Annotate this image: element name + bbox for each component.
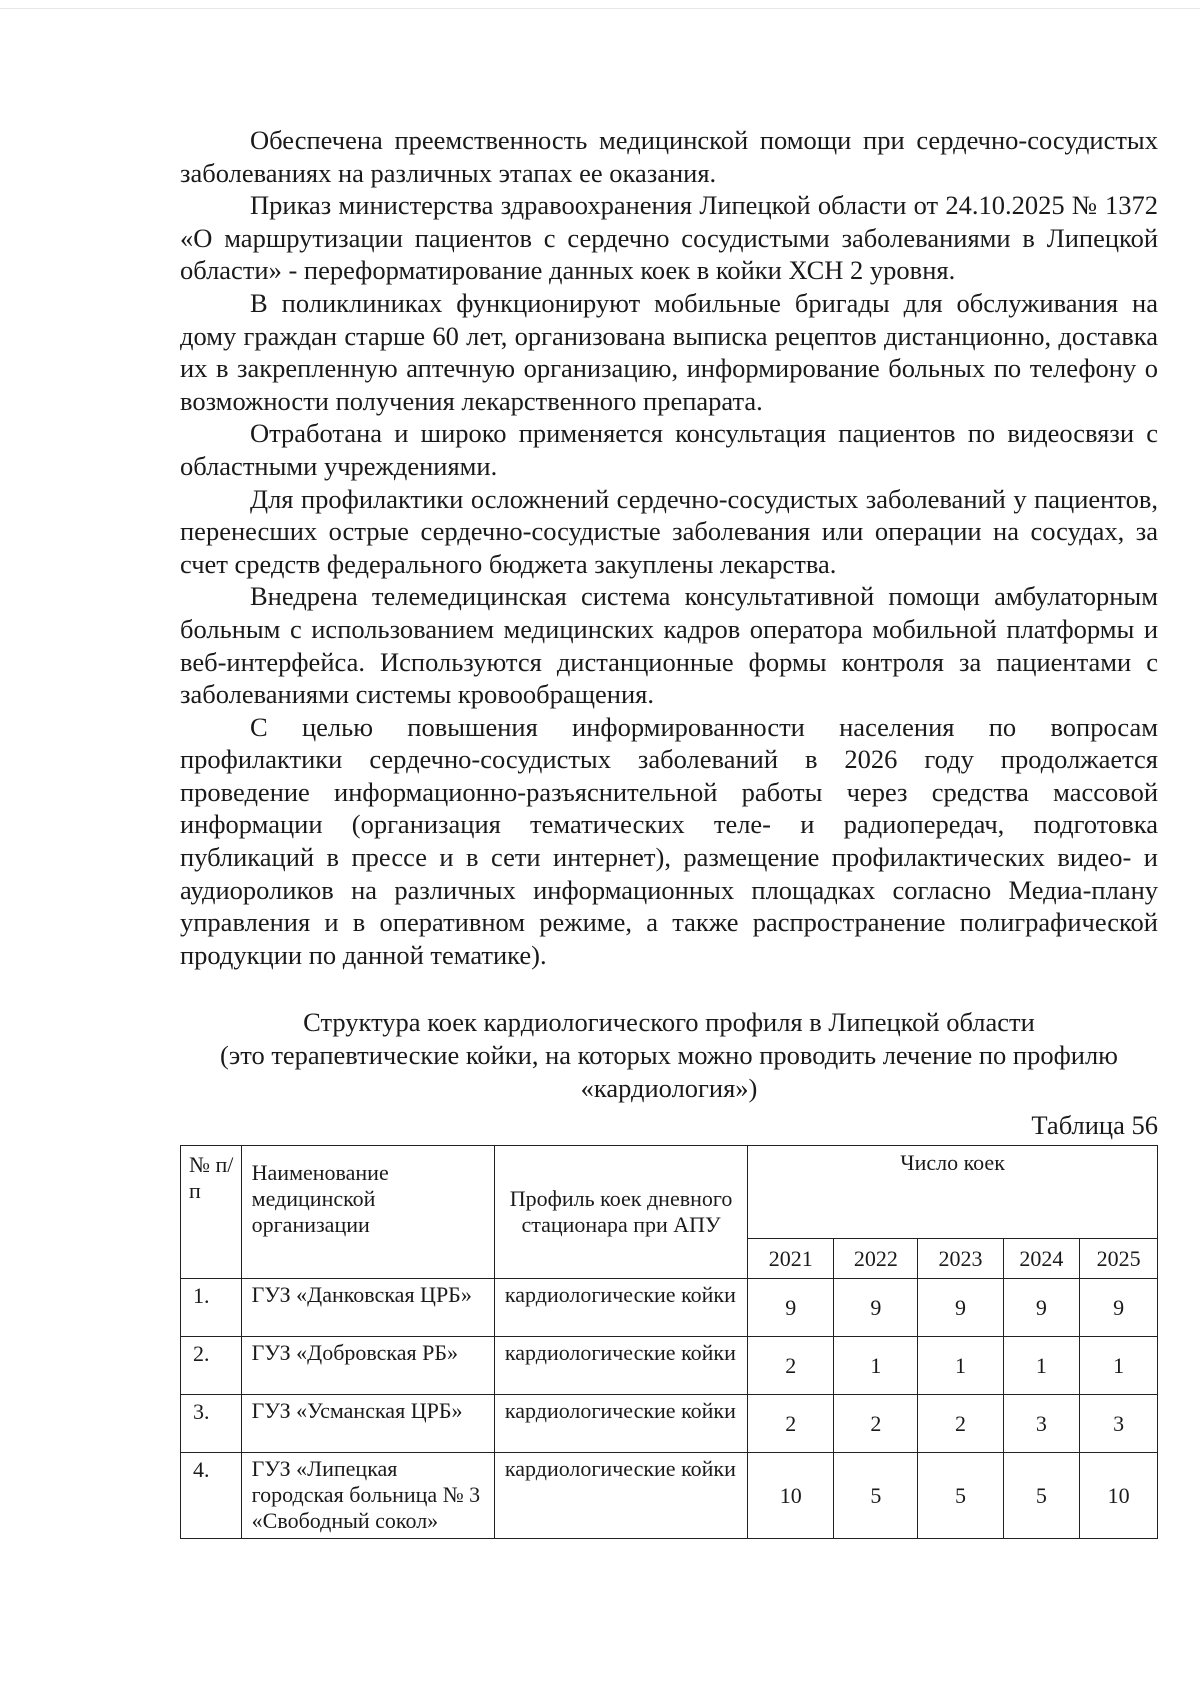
header-organization: Наименование медицинской организации (241, 1146, 494, 1279)
paragraph: Для профилактики осложнений сердечно-сосудистых заболеваний у пациентов, перенесших острые сердечно-сосудистые заболевания или операции на сосудах, за счет средств федерального бюджета закуплены лекарства. (180, 483, 1158, 579)
header-number: № п/п (181, 1146, 242, 1279)
row-value: 2 (748, 1337, 834, 1395)
row-value: 9 (1003, 1279, 1080, 1337)
row-value: 10 (748, 1453, 834, 1539)
row-value: 3 (1080, 1395, 1158, 1453)
header-year: 2025 (1080, 1239, 1158, 1279)
row-value: 10 (1080, 1453, 1158, 1539)
paragraph: Приказ министерства здравоохранения Липецкой области от 24.10.2025 № 1372 «О маршрутизации пациентов с сердечно сосудистыми заболеваниями в Липецкой области» - переформатирование данных коек в койки ХСН 2 уровня. (180, 190, 1158, 286)
table-row (181, 1395, 1158, 1453)
row-value: 1 (1080, 1337, 1158, 1395)
row-profile: кардиологические койки (494, 1453, 747, 1539)
table-row (181, 1279, 1158, 1337)
table-number: Таблица 56 (1031, 1110, 1158, 1141)
caption-line: (это терапевтические койки, на которых можно проводить лечение по профилю (220, 1040, 1118, 1071)
document-page (180, 124, 1158, 1539)
paragraph: Обеспечена преемственность медицинской помощи при сердечно-сосудистых заболеваниях на различных этапах ее оказания. (180, 125, 1158, 188)
row-value: 1 (918, 1337, 1003, 1395)
paragraph: С целью повышения информированности населения по вопросам профилактики сердечно-сосудистых заболеваний в 2026 году продолжается проведение информационно-разъяснительной работы через средства массовой информации (организация тематических теле- и радиопередач, подготовка публикаций в прессе и в сети интернет), размещение профилактических видео- и аудиороликов на различных информационных площадках согласно Медиа-плану управления и в оперативном режиме, а также распространение полиграфической продукции по данной тематике). (180, 711, 1158, 970)
row-organization: ГУЗ «Усманская ЦРБ» (241, 1395, 494, 1453)
row-value: 2 (918, 1395, 1003, 1453)
row-organization: ГУЗ «Липецкая городская больница № 3 «Свободный сокол» (241, 1453, 494, 1539)
table-row (181, 1453, 1158, 1539)
row-value: 9 (748, 1279, 834, 1337)
row-organization: ГУЗ «Данковская ЦРБ» (241, 1279, 494, 1337)
row-value: 3 (1003, 1395, 1080, 1453)
row-value: 5 (918, 1453, 1003, 1539)
table-row (181, 1337, 1158, 1395)
row-value: 9 (918, 1279, 1003, 1337)
row-value: 1 (834, 1337, 918, 1395)
paragraph: Внедрена телемедицинская система консультативной помощи амбулаторным больным с использованием медицинских кадров оператора мобильной платформы и веб-интерфейса. Используются дистанционные формы контроля за пациентами с заболеваниями системы кровообращения. (180, 581, 1158, 710)
row-number: 1. (181, 1279, 242, 1337)
row-organization: ГУЗ «Добровская РБ» (241, 1337, 494, 1395)
row-profile: кардиологические койки (494, 1395, 747, 1453)
beds-table (180, 1145, 1158, 1539)
table-caption (180, 1006, 1158, 1104)
row-value: 5 (1003, 1453, 1080, 1539)
paragraph: В поликлиниках функционируют мобильные бригады для обслуживания на дому граждан старше 60 лет, организована выписка рецептов дистанционно, доставка их в закрепленную аптечную организацию, информирование больных по телефону о возможности получения лекарственного препарата. (180, 287, 1158, 416)
row-profile: кардиологические койки (494, 1337, 747, 1395)
header-year: 2022 (834, 1239, 918, 1279)
row-number: 2. (181, 1337, 242, 1395)
body-text (180, 124, 1158, 971)
row-value: 2 (834, 1395, 918, 1453)
header-bed-count: Число коек (748, 1146, 1158, 1239)
row-number: 4. (181, 1453, 242, 1539)
scan-edge-line (0, 8, 1200, 9)
row-number: 3. (181, 1395, 242, 1453)
caption-line: «кардиология») (580, 1072, 758, 1103)
row-value: 1 (1003, 1337, 1080, 1395)
header-profile: Профиль коек дневного стационара при АПУ (494, 1146, 747, 1279)
paragraph: Отработана и широко применяется консультация пациентов по видеосвязи с областными учреждениями. (180, 418, 1158, 481)
header-year: 2023 (918, 1239, 1003, 1279)
row-value: 5 (834, 1453, 918, 1539)
row-value: 9 (834, 1279, 918, 1337)
caption-line: Структура коек кардиологического профиля в Липецкой области (303, 1007, 1035, 1038)
header-year: 2021 (748, 1239, 834, 1279)
row-profile: кардиологические койки (494, 1279, 747, 1337)
row-value: 9 (1080, 1279, 1158, 1337)
row-value: 2 (748, 1395, 834, 1453)
header-year: 2024 (1003, 1239, 1080, 1279)
